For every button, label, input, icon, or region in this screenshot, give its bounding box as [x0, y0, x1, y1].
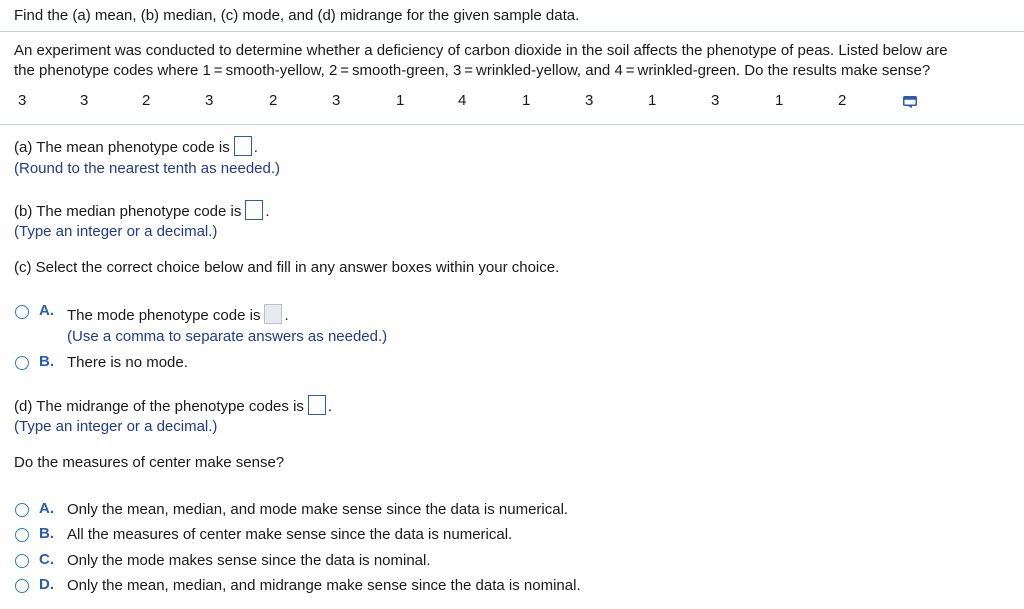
part-a-prompt: (a) The mean phenotype code is: [14, 139, 230, 156]
data-value: 3: [585, 92, 594, 109]
problem-line-1: An experiment was conducted to determine whether a deficiency of carbon dioxide in the soil affects the phenotype of peas. Listed below are: [14, 42, 948, 59]
mode-choice-a-text: The mode phenotype code is: [67, 307, 261, 324]
choice-letter: B.: [39, 525, 54, 542]
mode-answer-box[interactable]: [264, 304, 282, 324]
data-value: 3: [332, 92, 341, 109]
center-question: Do the measures of center make sense?: [14, 454, 285, 471]
period: .: [253, 139, 258, 156]
data-value: 2: [142, 92, 151, 109]
choice-letter: B.: [39, 353, 54, 370]
instruction-text: Find the (a) mean, (b) median, (c) mode, and (d) midrange for the given sample data.: [14, 7, 580, 24]
part-d-prompt: (d) The midrange of the phenotype codes is: [14, 398, 304, 415]
mode-choice-b-text: There is no mode.: [67, 354, 188, 371]
data-value: 2: [269, 92, 278, 109]
section-divider: [0, 124, 1024, 125]
mode-choice-a: [67, 304, 289, 324]
data-value: 3: [18, 92, 27, 109]
center-choice-c-text: Only the mode makes sense since the data is nominal.: [67, 552, 431, 569]
part-b-row: [14, 200, 270, 220]
center-choice-a-text: Only the mean, median, and mode make sense since the data is numerical.: [67, 501, 569, 518]
problem-line-2: the phenotype codes where 1 = smooth-yellow, 2 = smooth-green, 3 = wrinkled-yellow, and 4 = wrinkled-green. Do the results make sense?: [14, 62, 931, 79]
center-choice-d-radio[interactable]: [15, 579, 29, 593]
part-a-hint: (Round to the nearest tenth as needed.): [14, 160, 281, 177]
copy-data-icon[interactable]: [903, 95, 917, 107]
choice-letter: C.: [39, 551, 54, 568]
part-b-prompt: (b) The median phenotype code is: [14, 203, 242, 220]
period: .: [265, 203, 270, 220]
mode-choice-a-radio[interactable]: [15, 305, 29, 319]
period: .: [327, 398, 333, 415]
data-value: 1: [775, 92, 784, 109]
part-b-hint: (Type an integer or a decimal.): [14, 223, 218, 240]
data-value: 4: [458, 92, 467, 109]
median-answer-box[interactable]: [245, 200, 263, 220]
data-value: 3: [80, 92, 89, 109]
part-c-prompt: (c) Select the correct choice below and fill in any answer boxes within your choice.: [14, 259, 560, 276]
mean-answer-box[interactable]: [234, 136, 252, 156]
choice-letter: A.: [39, 500, 54, 517]
center-choice-c-radio[interactable]: [15, 554, 29, 568]
midrange-answer-box[interactable]: [308, 395, 326, 415]
data-value: 3: [711, 92, 720, 109]
data-value: 3: [205, 92, 214, 109]
center-choice-b-radio[interactable]: [15, 528, 29, 542]
choice-letter: D.: [39, 576, 54, 593]
data-value: 2: [838, 92, 847, 109]
period: .: [284, 307, 289, 324]
mode-choice-a-hint: (Use a comma to separate answers as needed.): [67, 328, 388, 345]
part-d-hint: (Type an integer or a decimal.): [14, 418, 218, 435]
center-choice-b-text: All the measures of center make sense since the data is numerical.: [67, 526, 513, 543]
mode-choice-b-radio[interactable]: [15, 356, 29, 370]
part-d-row: [14, 395, 332, 415]
center-choice-d-text: Only the mean, median, and midrange make sense since the data is nominal.: [67, 577, 581, 594]
data-value: 1: [648, 92, 657, 109]
data-value: 1: [522, 92, 531, 109]
data-value: 1: [396, 92, 405, 109]
choice-letter: A.: [39, 302, 54, 319]
center-choice-a-radio[interactable]: [15, 503, 29, 517]
header-divider: [0, 31, 1024, 32]
part-a-row: [14, 136, 258, 156]
